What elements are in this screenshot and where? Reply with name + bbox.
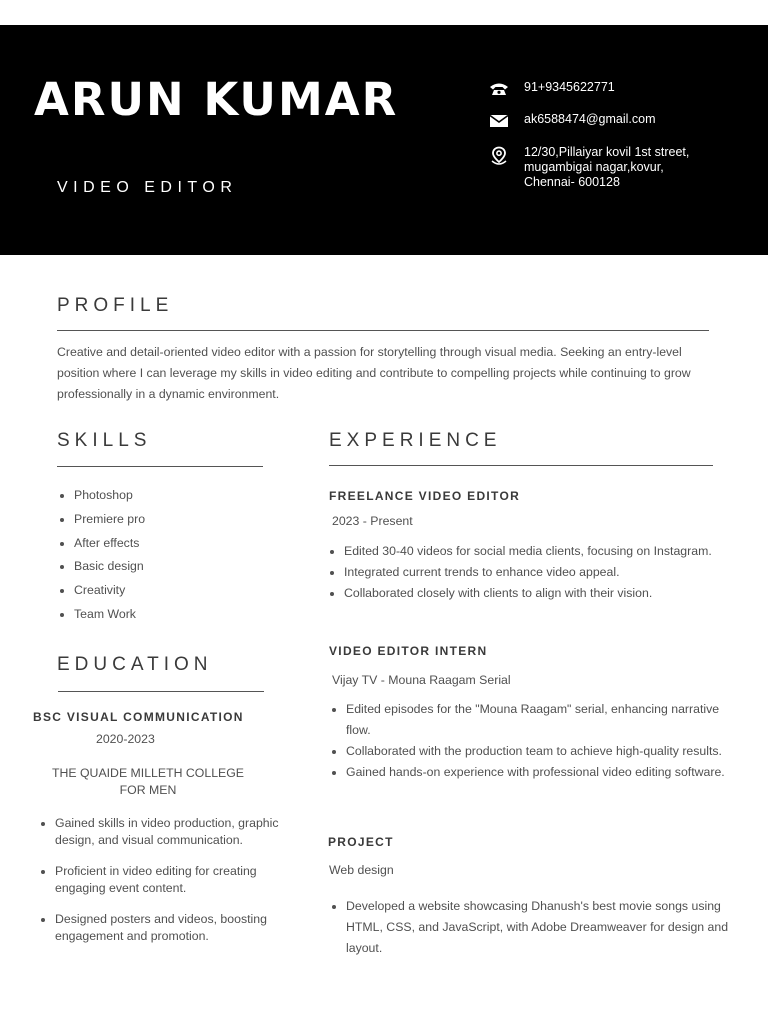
resume-header <box>0 25 768 255</box>
postal-address <box>524 145 689 190</box>
project-name: Web design <box>329 863 394 877</box>
project-heading: PROJECT <box>328 835 394 849</box>
education-highlights <box>38 815 280 959</box>
phone-icon <box>488 81 510 99</box>
job-period: 2023 - Present <box>332 514 413 528</box>
contact-address <box>488 145 728 190</box>
education-years: 2020-2023 <box>96 732 155 746</box>
candidate-role: VIDEO EDITOR <box>57 179 238 196</box>
location-pin-icon <box>488 146 510 164</box>
project-bullet: • Developed a website showcasing Dhanush's best movie songs using HTML, CSS, and JavaScript, with Adobe Dreamweaver for design and layout. <box>346 896 731 959</box>
education-degree: BSC VISUAL COMMUNICATION <box>33 710 244 724</box>
profile-summary: Creative and detail-oriented video editor with a passion for storytelling through visual media. Seeking an entry-level position where I can leverage my skills in video editing and contribute to compelling projects while continuing to grow professionally in a dynamic environment. <box>57 345 691 401</box>
job-bullet: • Gained hands-on experience with professional video editing software. <box>346 762 726 783</box>
job-title: FREELANCE VIDEO EDITOR <box>329 489 521 503</box>
skill-item: • Team Work <box>74 603 274 627</box>
skill-item: • Creativity <box>74 579 274 603</box>
skill-item: • After effects <box>74 532 274 556</box>
profile-heading: PROFILE <box>57 295 174 316</box>
skill-item: • Basic design <box>74 555 274 579</box>
college-line: THE QUAIDE MILLETH COLLEGE <box>51 766 244 780</box>
education-divider <box>58 691 264 692</box>
address-line: mugambigai nagar,kovur, <box>524 160 664 174</box>
education-bullet: • Proficient in video editing for creating engaging event content. <box>55 863 280 896</box>
contact-email <box>488 112 728 131</box>
skill-item: • Premiere pro <box>74 508 274 532</box>
skill-item: • Photoshop <box>74 484 274 508</box>
education-college <box>33 765 263 799</box>
address-line: Chennai- 600128 <box>524 175 620 189</box>
job-responsibilities <box>327 541 724 604</box>
mail-icon <box>488 113 510 131</box>
college-line: FOR MEN <box>119 783 177 797</box>
education-heading: EDUCATION <box>57 654 213 675</box>
contact-phone <box>488 80 728 99</box>
education-bullet: • Gained skills in video production, graphic design, and visual communication. <box>55 815 280 848</box>
skills-heading: SKILLS <box>57 430 152 451</box>
experience-divider <box>329 465 713 466</box>
job-bullet: • Integrated current trends to enhance video appeal. <box>344 562 724 583</box>
job-employer: Vijay TV - Mouna Raagam Serial <box>332 673 511 687</box>
job-bullet: • Edited 30-40 videos for social media clients, focusing on Instagram. <box>344 541 724 562</box>
education-bullet: • Designed posters and videos, boosting engagement and promotion. <box>55 911 280 944</box>
phone-number[interactable]: 91+9345622771 <box>524 80 615 94</box>
email-address[interactable]: ak6588474@gmail.com <box>524 112 656 126</box>
profile-divider <box>57 330 709 331</box>
job-bullet: • Edited episodes for the "Mouna Raagam" serial, enhancing narrative flow. <box>346 699 726 741</box>
project-details <box>329 896 731 959</box>
candidate-name: ARUN KUMAR <box>34 73 399 126</box>
address-line: 12/30,Pillaiyar kovil 1st street, <box>524 145 690 159</box>
job-bullet: • Collaborated with the production team to achieve high-quality results. <box>346 741 726 762</box>
skills-divider <box>57 466 263 467</box>
job-bullet: • Collaborated closely with clients to align with their vision. <box>344 583 724 604</box>
skills-list <box>57 484 274 627</box>
job-title: VIDEO EDITOR INTERN <box>329 644 488 658</box>
experience-heading: EXPERIENCE <box>329 430 502 451</box>
job-responsibilities <box>329 699 726 783</box>
